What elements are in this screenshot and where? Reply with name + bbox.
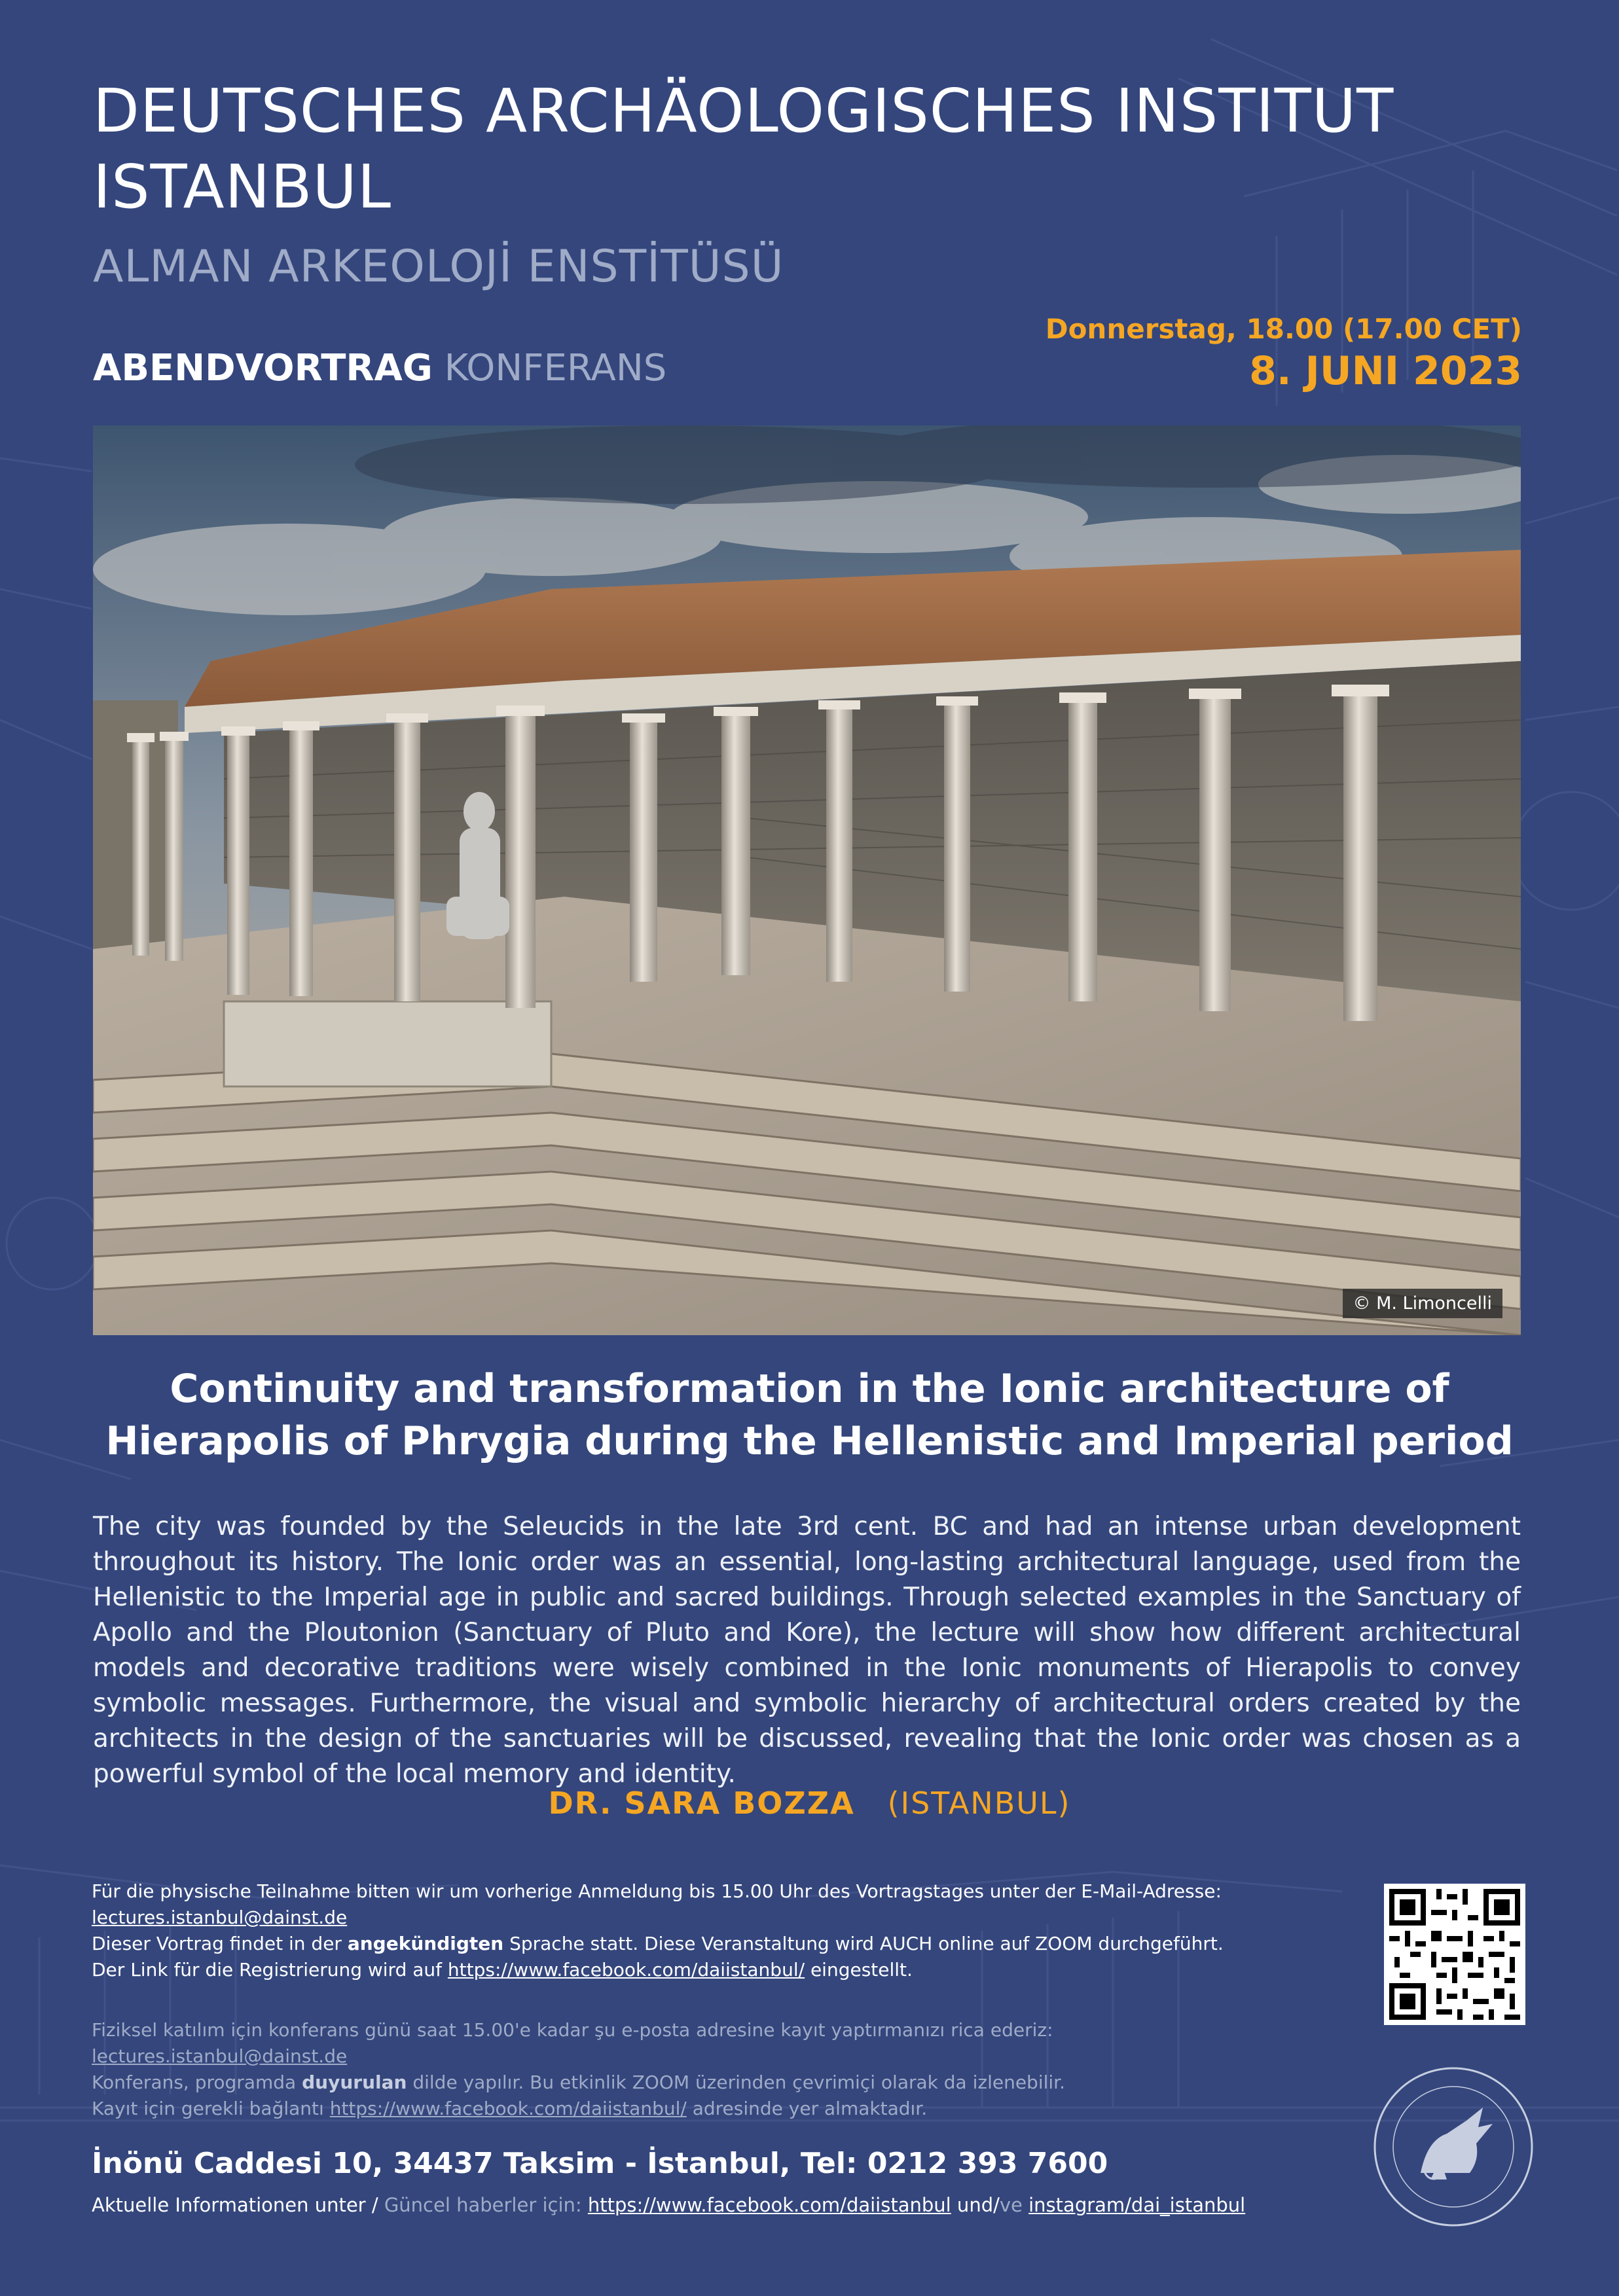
- info-de-email-link[interactable]: lectures.istanbul@dainst.de: [92, 1907, 348, 1928]
- info-tr-line4: Kayıt için gerekli bağlantı https://www.facebook.com/daiistanbul/ adresinde yer almaktadır.: [92, 2098, 928, 2119]
- qr-code[interactable]: [1384, 1884, 1525, 2025]
- institute-address: İnönü Caddesi 10, 34437 Taksim - İstanbul, Tel: 0212 393 7600: [92, 2147, 1108, 2180]
- registration-info-german: [92, 1878, 1283, 1983]
- lecture-type-turkish: KONFERANS: [444, 347, 667, 389]
- info-tr-email-link[interactable]: lectures.istanbul@dainst.de: [92, 2045, 348, 2067]
- lecture-abstract: The city was founded by the Seleucids in the late 3rd cent. BC and had an intense urban development throughout its history. The Ionic order was an essential, long-lasting architectural language, used from the Hellenistic to the Imperial age in public and sacred buildings. Through selected examples in the Sanctuary of Apollo and the Ploutonion (Sanctuary of Pluto and Kore), the lecture will show how different architectural models and decorative traditions were wisely combined in the Ionic monuments of Hierapolis to convey symbolic messages. Furthermore, the visual and symbolic hierarchy of architectural orders created by the architects in the design of the sanctuaries will be discussed, revealing that the Ionic order was chosen as a powerful symbol of the local memory and identity.: [93, 1512, 1521, 1789]
- info-de-facebook-link[interactable]: https://www.facebook.com/daiistanbul/: [447, 1959, 805, 1981]
- event-time: Donnerstag, 18.00 (17.00 CET): [1045, 313, 1522, 345]
- event-date: 8. JUNI 2023: [1249, 348, 1522, 394]
- stoa-reconstruction-photo: [93, 425, 1521, 1335]
- footer-instagram-link[interactable]: instagram/dai_istanbul: [1028, 2194, 1246, 2216]
- lecture-type-german: ABENDVORTRAG: [93, 347, 433, 389]
- info-tr-facebook-link[interactable]: https://www.facebook.com/daiistanbul/: [329, 2098, 687, 2119]
- griffin-seal-icon: [1368, 2062, 1538, 2232]
- stoa-illustration: [93, 425, 1521, 1335]
- institute-name-line2: ISTANBUL: [93, 152, 392, 222]
- info-de-line4: Der Link für die Registrierung wird auf https://www.facebook.com/daiistanbul/ eingestellt.: [92, 1959, 913, 1981]
- qr-code-icon: [1384, 1884, 1525, 2025]
- speaker-name: DR. SARA BOZZA: [548, 1785, 855, 1821]
- registration-info-turkish: [92, 2017, 1283, 2122]
- info-tr-line3: Konferans, programda duyurulan dilde yapılır. Bu etkinlik ZOOM üzerinden çevrimiçi olarak da izlenebilir.: [92, 2072, 1066, 2093]
- current-info-line: Aktuelle Informationen unter / Güncel haberler için: https://www.facebook.com/daiistanbul und/ve instagram/dai_istanbul: [92, 2194, 1246, 2216]
- institute-name-line1: DEUTSCHES ARCHÄOLOGISCHES INSTITUT: [93, 76, 1394, 146]
- footer-facebook-link[interactable]: https://www.facebook.com/daiistanbul: [587, 2194, 951, 2216]
- lecture-type: [93, 347, 666, 389]
- speaker: [0, 1785, 1619, 1821]
- photo-credit: © M. Limoncelli: [1343, 1289, 1502, 1318]
- info-de-line1: Für die physische Teilnahme bitten wir um vorherige Anmeldung bis 15.00 Uhr des Vortragstages unter der E-Mail-Adresse:: [92, 1880, 1222, 1902]
- lecture-title: [65, 1363, 1554, 1467]
- institute-seal-logo: [1368, 2062, 1538, 2232]
- institute-name-turkish: ALMAN ARKEOLOJİ ENSTİTÜSÜ: [93, 241, 784, 293]
- info-de-line3: Dieser Vortrag findet in der angekündigten Sprache statt. Diese Veranstaltung wird AUCH online auf ZOOM durchgeführt.: [92, 1933, 1224, 1954]
- lecture-title-line2: Hierapolis of Phrygia during the Hellenistic and Imperial period: [105, 1418, 1514, 1464]
- lecture-title-line1: Continuity and transformation in the Ionic architecture of: [170, 1366, 1449, 1412]
- institute-name: [93, 73, 1394, 225]
- speaker-affiliation: (ISTANBUL): [887, 1785, 1071, 1821]
- info-tr-line1: Fiziksel katılım için konferans günü saat 15.00'e kadar şu e-posta adresine kayıt yaptırmanızı rica ederiz:: [92, 2019, 1053, 2041]
